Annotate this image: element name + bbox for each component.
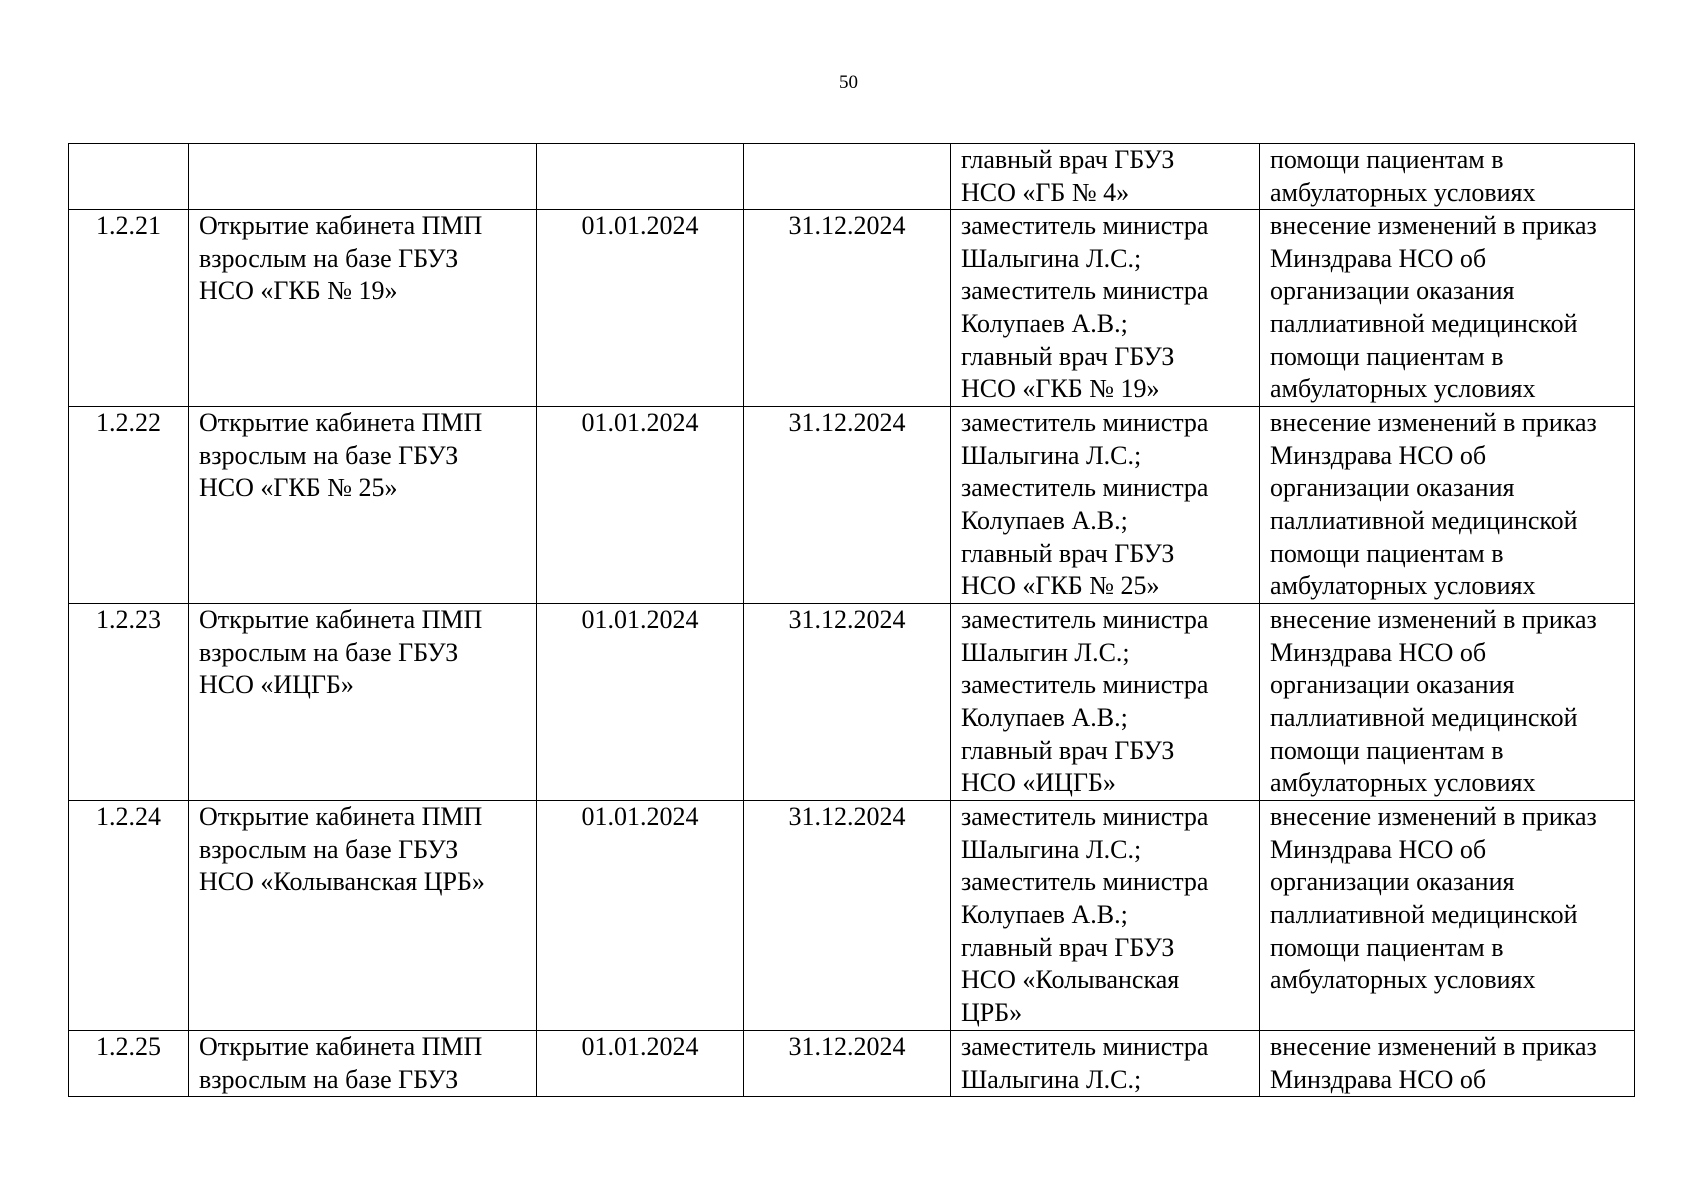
responsible-cell: заместитель министра Шалыгина Л.С.; заместитель министра Колупаев А.В.; главный врач ГБУЗ НСО «ГКБ № 25» (951, 407, 1260, 604)
table-row (69, 1031, 1635, 1097)
item-number: 1.2.21 (69, 210, 189, 407)
end-date: 31.12.2024 (744, 1031, 951, 1097)
responsible-cell: главный врач ГБУЗ НСО «ГБ № 4» (951, 144, 1260, 210)
result-cell: внесение изменений в приказ Минздрава НСО об (1260, 1031, 1635, 1097)
start-date: 01.01.2024 (537, 1031, 744, 1097)
responsible-cell: заместитель министра Шалыгин Л.С.; заместитель министра Колупаев А.В.; главный врач ГБУЗ НСО «ИЦГБ» (951, 604, 1260, 801)
table-row (69, 210, 1635, 407)
item-number: 1.2.24 (69, 801, 189, 1031)
start-date (537, 144, 744, 210)
table-row (69, 801, 1635, 1031)
start-date: 01.01.2024 (537, 407, 744, 604)
result-cell: внесение изменений в приказ Минздрава НСО об организации оказания паллиативной медицинской помощи пациентам в амбулаторных условиях (1260, 210, 1635, 407)
start-date: 01.01.2024 (537, 801, 744, 1031)
responsible-cell: заместитель министра Шалыгина Л.С.; (951, 1031, 1260, 1097)
end-date: 31.12.2024 (744, 801, 951, 1031)
end-date: 31.12.2024 (744, 604, 951, 801)
table-row (69, 604, 1635, 801)
event-cell: Открытие кабинета ПМП взрослым на базе ГБУЗ НСО «ИЦГБ» (189, 604, 537, 801)
event-cell: Открытие кабинета ПМП взрослым на базе ГБУЗ НСО «ГКБ № 19» (189, 210, 537, 407)
responsible-cell: заместитель министра Шалыгина Л.С.; заместитель министра Колупаев А.В.; главный врач ГБУЗ НСО «Колыванская ЦРБ» (951, 801, 1260, 1031)
table-row (69, 407, 1635, 604)
page-number: 50 (839, 72, 858, 93)
responsible-cell: заместитель министра Шалыгина Л.С.; заместитель министра Колупаев А.В.; главный врач ГБУЗ НСО «ГКБ № 19» (951, 210, 1260, 407)
event-cell (189, 144, 537, 210)
result-cell: внесение изменений в приказ Минздрава НСО об организации оказания паллиативной медицинской помощи пациентам в амбулаторных условиях (1260, 407, 1635, 604)
item-number: 1.2.23 (69, 604, 189, 801)
event-cell: Открытие кабинета ПМП взрослым на базе ГБУЗ НСО «ГКБ № 25» (189, 407, 537, 604)
result-cell: помощи пациентам в амбулаторных условиях (1260, 144, 1635, 210)
item-number: 1.2.25 (69, 1031, 189, 1097)
end-date: 31.12.2024 (744, 407, 951, 604)
event-cell: Открытие кабинета ПМП взрослым на базе ГБУЗ (189, 1031, 537, 1097)
item-number: 1.2.22 (69, 407, 189, 604)
item-number (69, 144, 189, 210)
start-date: 01.01.2024 (537, 604, 744, 801)
end-date: 31.12.2024 (744, 210, 951, 407)
table-row (69, 144, 1635, 210)
plan-table (68, 143, 1635, 1097)
start-date: 01.01.2024 (537, 210, 744, 407)
end-date (744, 144, 951, 210)
result-cell: внесение изменений в приказ Минздрава НСО об организации оказания паллиативной медицинской помощи пациентам в амбулаторных условиях (1260, 801, 1635, 1031)
event-cell: Открытие кабинета ПМП взрослым на базе ГБУЗ НСО «Колыванская ЦРБ» (189, 801, 537, 1031)
result-cell: внесение изменений в приказ Минздрава НСО об организации оказания паллиативной медицинской помощи пациентам в амбулаторных условиях (1260, 604, 1635, 801)
